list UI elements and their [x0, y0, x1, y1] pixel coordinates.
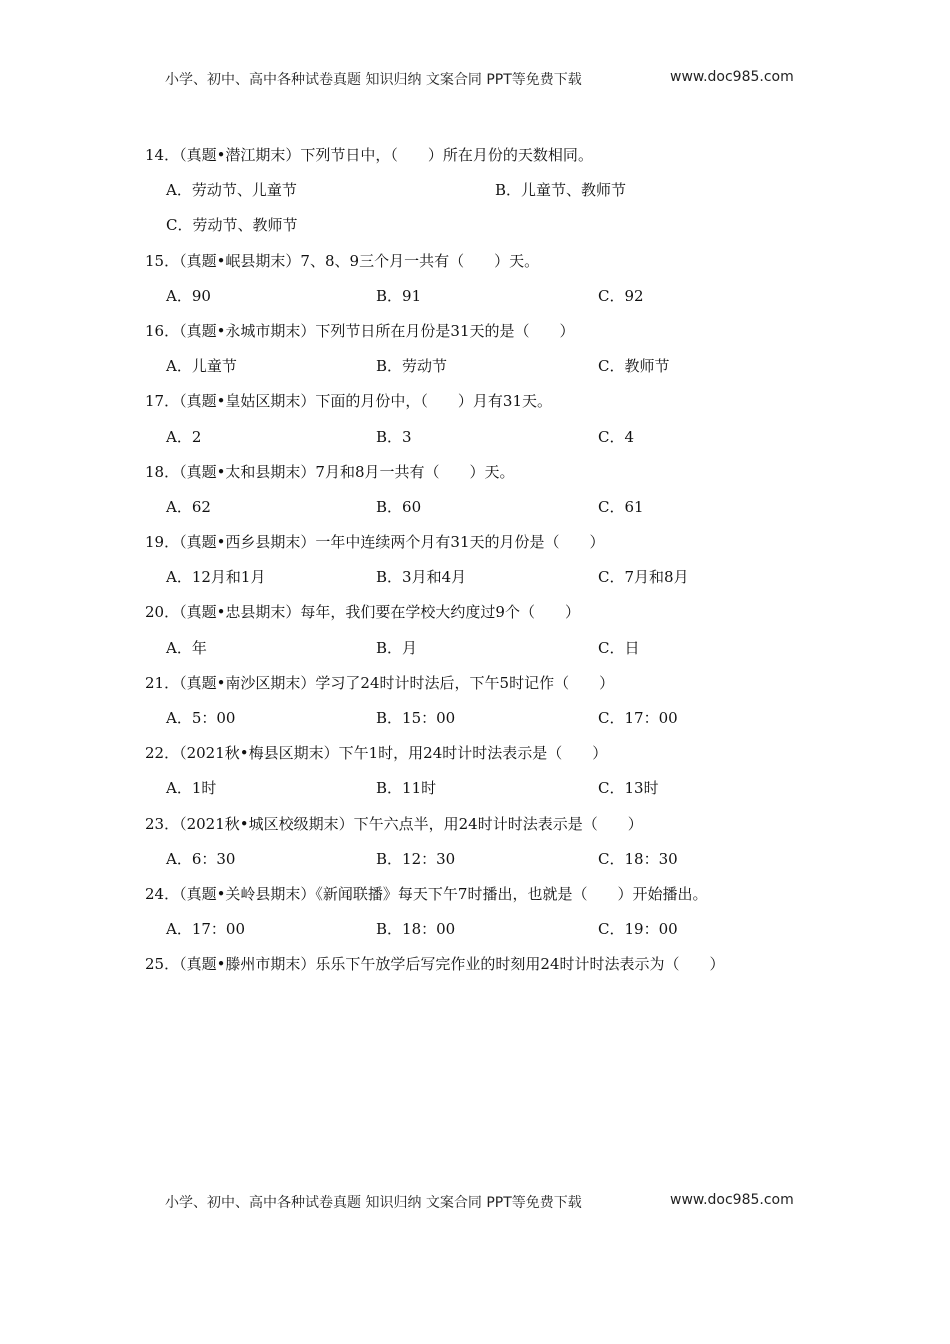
- option-b: B．11时: [376, 779, 437, 798]
- question-stem: 15．（真题•岷县期末）7、8、9三个月一共有（ ）天。: [145, 251, 540, 270]
- option-row: [145, 848, 805, 883]
- question-18: [145, 461, 805, 531]
- option-a: A．62: [166, 497, 211, 516]
- question-16: [145, 320, 805, 390]
- option-b: B．儿童节、教师节: [495, 181, 627, 200]
- question-15: [145, 250, 805, 320]
- option-row: [145, 566, 805, 601]
- option-c: C．7月和8月: [598, 568, 689, 587]
- footer-site: www.doc985.com: [670, 1192, 794, 1208]
- question-stem: 16．（真题•永城市期末）下列节日所在月份是31天的是（ ）: [145, 321, 575, 340]
- option-row: [145, 214, 805, 249]
- question-stem: 24．（真题•关岭县期末）《新闻联播》每天下午7时播出，也就是（ ）开始播出。: [145, 884, 708, 903]
- option-c: C．日: [598, 638, 640, 657]
- option-b: B．劳动节: [376, 357, 448, 376]
- option-c: C．4: [598, 427, 635, 446]
- option-row: [145, 496, 805, 531]
- option-row: [145, 707, 805, 742]
- option-b: B．3月和4月: [376, 568, 467, 587]
- option-a: A．12月和1月: [166, 568, 266, 587]
- question-stem: 18．（真题•太和县期末）7月和8月一共有（ ）天。: [145, 462, 515, 481]
- option-b: B．60: [376, 497, 422, 516]
- question-14: [145, 144, 805, 250]
- option-a: A．17：00: [166, 920, 246, 939]
- header-text: 小学、初中、高中各种试卷真题 知识归纳 文案合同 PPT等免费下载: [165, 72, 582, 88]
- question-stem: 21．（真题•南沙区期末）学习了24时计时法后，下午5时记作（ ）: [145, 673, 615, 692]
- question-stem: 23．（2021秋•城区校级期末）下午六点半，用24时计时法表示是（ ）: [145, 814, 643, 833]
- question-19: [145, 531, 805, 601]
- question-list: [145, 144, 805, 989]
- option-b: B．91: [376, 286, 422, 305]
- option-b: B．15：00: [376, 709, 456, 727]
- option-a: A．劳动节、儿童节: [166, 181, 297, 200]
- option-row: [145, 777, 805, 812]
- option-b: B．18：00: [376, 920, 456, 939]
- option-c: C．92: [598, 286, 644, 305]
- option-c: C．教师节: [598, 357, 670, 376]
- option-a: A．儿童节: [166, 357, 237, 376]
- option-c: C．17：00: [598, 709, 678, 727]
- question-21: [145, 672, 805, 742]
- option-c: C．19：00: [598, 920, 678, 939]
- question-23: [145, 813, 805, 883]
- option-c: C．13时: [598, 779, 659, 798]
- question-20: [145, 601, 805, 671]
- option-a: A．90: [166, 286, 211, 305]
- option-row: [145, 179, 805, 214]
- option-row: [145, 355, 805, 390]
- option-a: A．年: [166, 638, 207, 657]
- option-row: [145, 426, 805, 461]
- question-17: [145, 390, 805, 460]
- option-row: [145, 637, 805, 672]
- option-c: C．劳动节、教师节: [166, 216, 298, 235]
- question-stem: 14．（真题•潜江期末）下列节日中，（ ）所在月份的天数相同。: [145, 146, 593, 164]
- option-b: B．3: [376, 427, 412, 446]
- option-a: A．2: [166, 427, 202, 446]
- option-row: [145, 918, 805, 953]
- option-b: B．12：30: [376, 849, 456, 868]
- question-stem: 25．（真题•滕州市期末）乐乐下午放学后写完作业的时刻用24时计时法表示为（ ）: [145, 955, 725, 974]
- question-stem: 19．（真题•西乡县期末）一年中连续两个月有31天的月份是（ ）: [145, 533, 605, 552]
- page-header: [165, 69, 805, 89]
- question-22: [145, 742, 805, 812]
- option-c: C．18：30: [598, 849, 678, 868]
- footer-text: 小学、初中、高中各种试卷真题 知识归纳 文案合同 PPT等免费下载: [165, 1195, 582, 1211]
- option-row: [145, 285, 805, 320]
- question-stem: 22．（2021秋•梅县区期末）下午1时，用24时计时法表示是（ ）: [145, 744, 608, 763]
- option-c: C．61: [598, 497, 644, 516]
- question-24: [145, 883, 805, 953]
- option-a: A．6：30: [166, 849, 236, 868]
- question-stem: 17．（真题•皇姑区期末）下面的月份中，（ ）月有31天。: [145, 392, 553, 411]
- question-25: [145, 953, 805, 988]
- question-stem: 20．（真题•忠县期末）每年，我们要在学校大约度过9个（ ）: [145, 603, 580, 622]
- option-b: B．月: [376, 638, 418, 657]
- header-site: www.doc985.com: [670, 69, 794, 85]
- option-a: A．1时: [166, 779, 217, 798]
- option-a: A．5：00: [166, 709, 236, 727]
- page-footer: [165, 1192, 805, 1212]
